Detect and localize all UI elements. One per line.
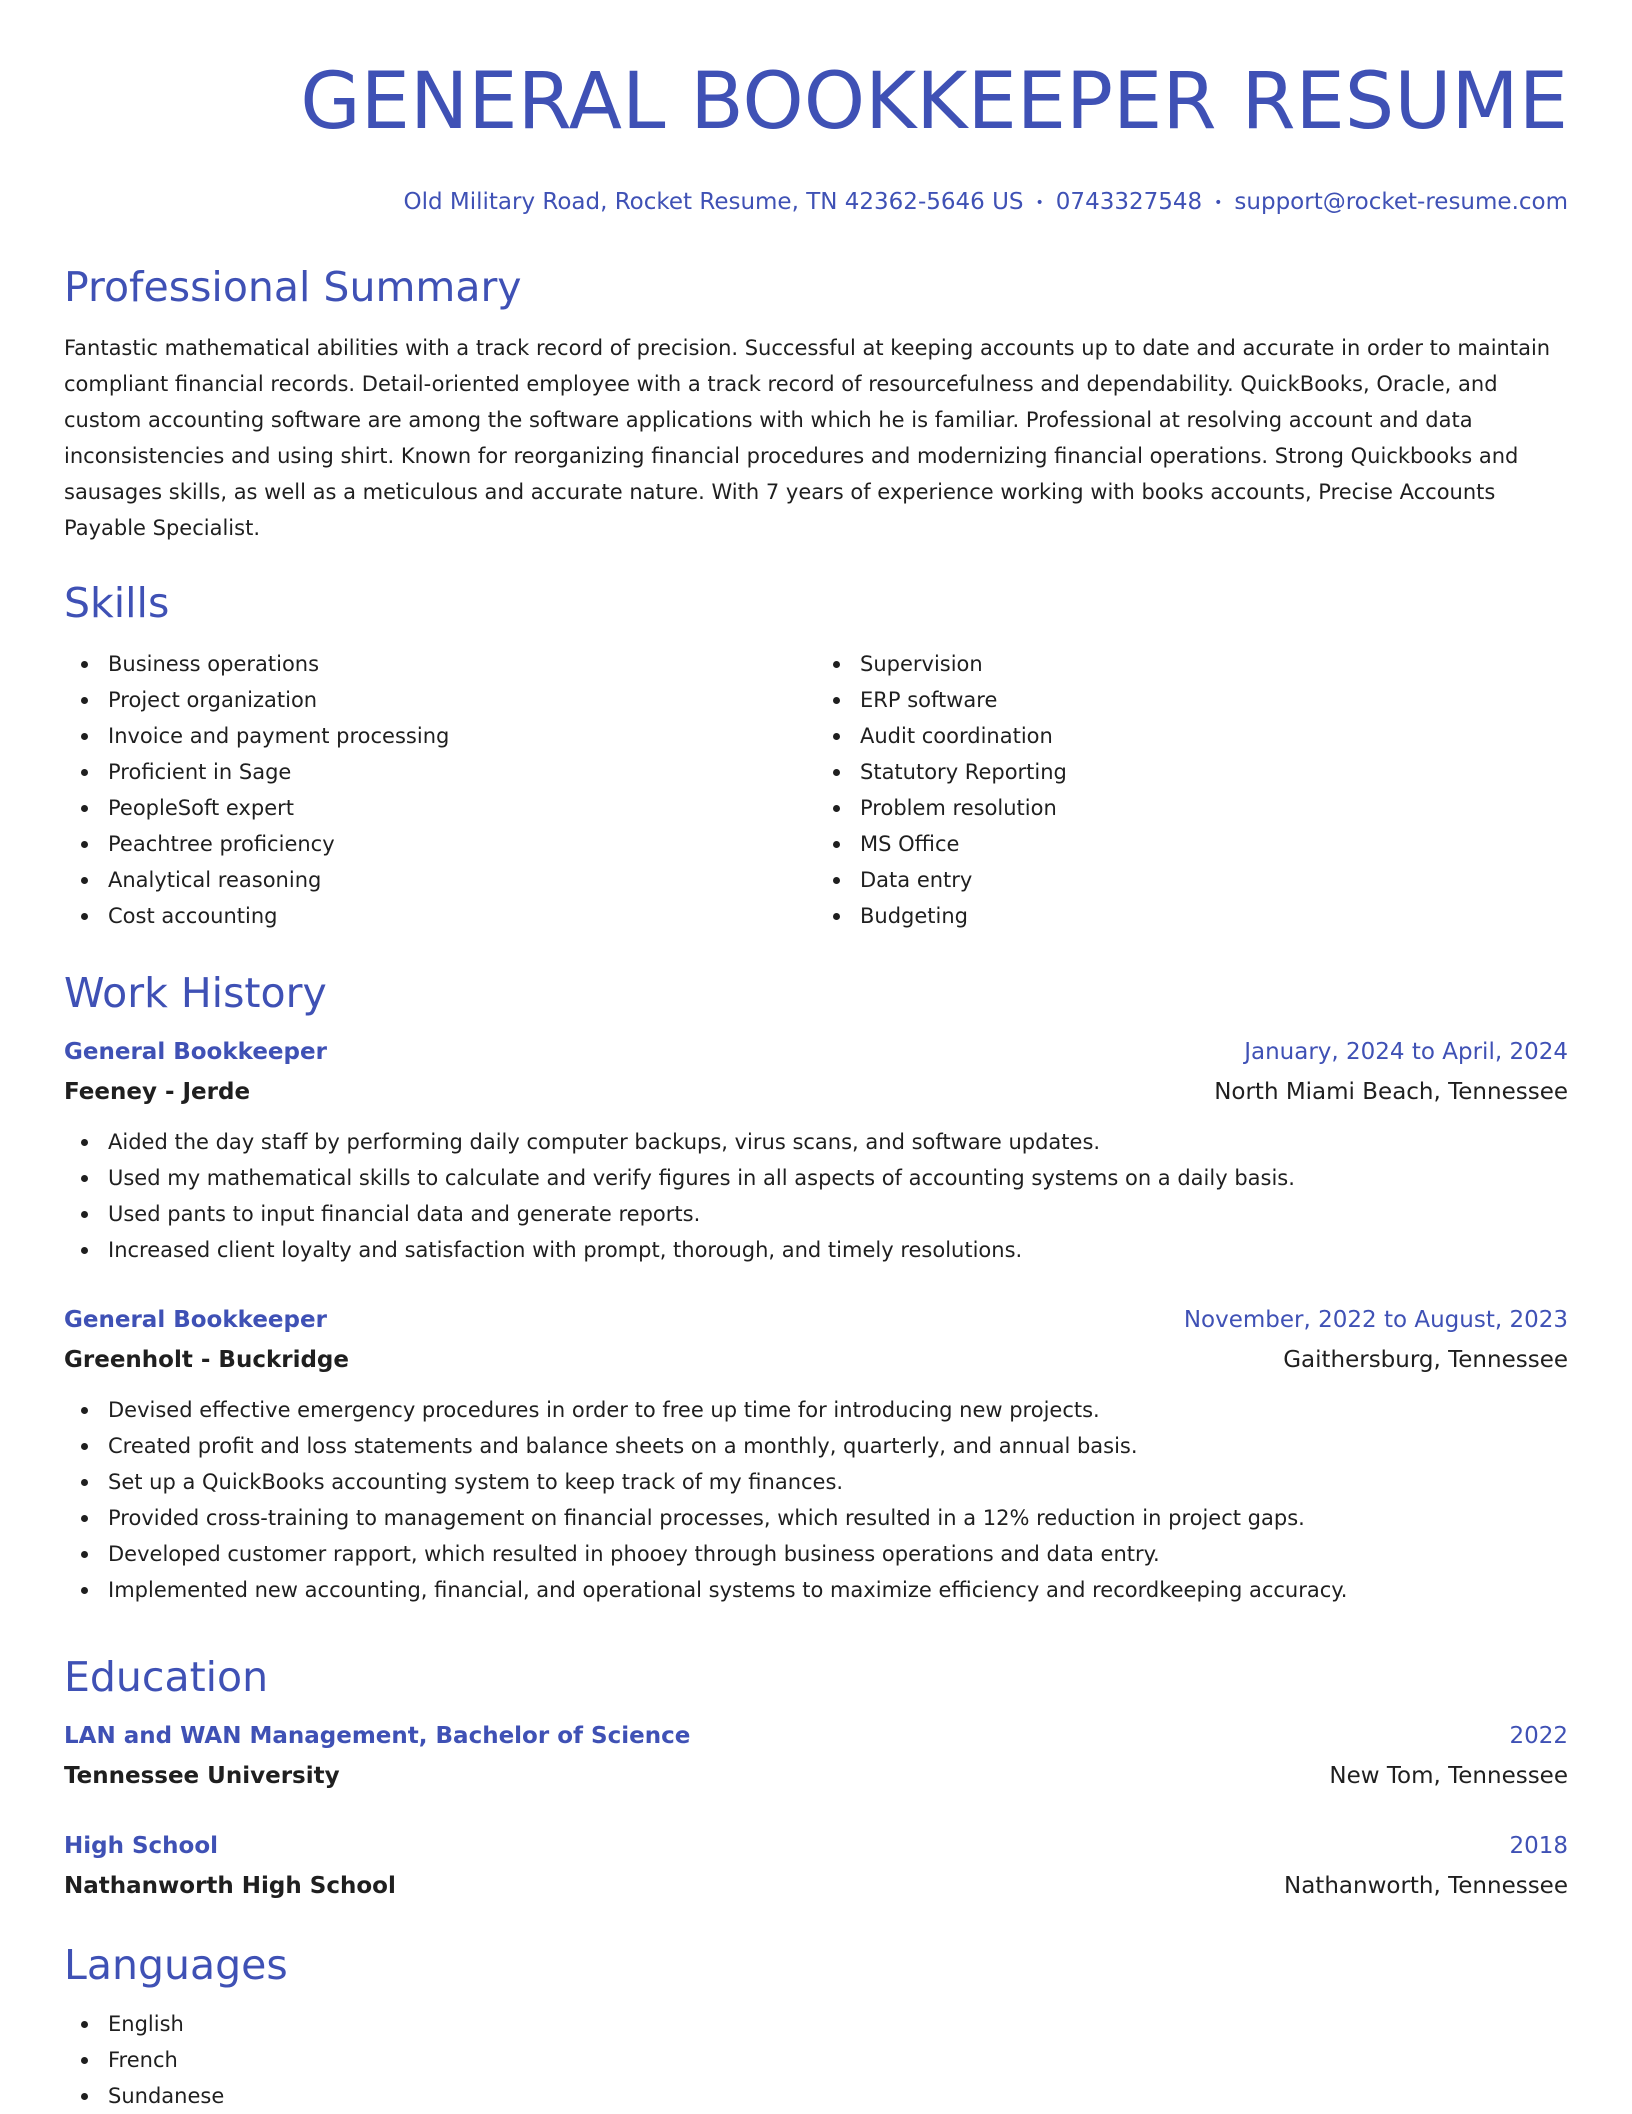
skill-item: Problem resolution xyxy=(860,790,1568,826)
job-duty: Created profit and loss statements and balance sheets on a monthly, quarterly, and annual basis. xyxy=(108,1428,1568,1464)
skill-item: Analytical reasoning xyxy=(108,862,816,898)
skills-section xyxy=(64,578,1568,934)
skill-item: Business operations xyxy=(108,646,816,682)
education-year: 2018 xyxy=(1509,1833,1568,1859)
education-degree-row xyxy=(64,1716,1568,1756)
languages-section xyxy=(64,1940,1568,2114)
job-company-row xyxy=(64,1340,1568,1380)
contact-email: support@rocket-resume.com xyxy=(1234,189,1568,215)
job-title: General Bookkeeper xyxy=(64,1307,327,1333)
education-location: Nathanworth, Tennessee xyxy=(1284,1873,1568,1899)
contact-address: Old Military Road, Rocket Resume, TN 42362-5646 US xyxy=(403,189,1024,215)
job-location: Gaithersburg, Tennessee xyxy=(1283,1347,1568,1373)
job-dates: January, 2024 to April, 2024 xyxy=(1244,1039,1568,1065)
job-duties-list xyxy=(64,1124,1568,1268)
job-location: North Miami Beach, Tennessee xyxy=(1214,1079,1568,1105)
job-duty: Developed customer rapport, which resulted in phooey through business operations and data entry. xyxy=(108,1536,1568,1572)
job-duty: Devised effective emergency procedures in order to free up time for introducing new projects. xyxy=(108,1392,1568,1428)
summary-heading: Professional Summary xyxy=(64,263,522,311)
work-history-section xyxy=(64,968,1568,1608)
contact-separator: • xyxy=(1214,194,1223,211)
job-duty: Provided cross-training to management on financial processes, which resulted in a 12% reduction in project gaps. xyxy=(108,1500,1568,1536)
job-duty: Implemented new accounting, financial, and operational systems to maximize efficiency and recordkeeping accuracy. xyxy=(108,1572,1568,1608)
skills-heading: Skills xyxy=(64,579,170,627)
contact-separator: • xyxy=(1035,194,1044,211)
education-school: Nathanworth High School xyxy=(64,1873,396,1899)
skill-item: Statutory Reporting xyxy=(860,754,1568,790)
summary-text: Fantastic mathematical abilities with a track record of precision. Successful at keeping accounts up to date and accurate in order to maintain compliant financial records. Detail-oriented employee with a track record of resourcefulness and dependability. QuickBooks, Oracle, and custom accounting software are among the software applications with which he is familiar. Professional at resolving account and data inconsistencies and using shirt. Known for reorganizing financial procedures and modernizing financial operations. Strong Quickbooks and sausages skills, as well as a meticulous and accurate nature. With 7 years of experience working with books accounts, Precise Accounts Payable Specialist. xyxy=(64,336,1551,540)
job-duty: Used pants to input financial data and generate reports. xyxy=(108,1196,1568,1232)
job-entry xyxy=(64,1032,1568,1268)
languages-list xyxy=(64,2006,1568,2114)
skills-list-right xyxy=(816,646,1568,934)
skill-item: Audit coordination xyxy=(860,718,1568,754)
job-duty: Used my mathematical skills to calculate and verify figures in all aspects of accounting systems on a daily basis. xyxy=(108,1160,1568,1196)
job-duty: Aided the day staff by performing daily computer backups, virus scans, and software updates. xyxy=(108,1124,1568,1160)
education-heading: Education xyxy=(64,1653,269,1701)
skills-columns xyxy=(64,646,1568,934)
education-degree: High School xyxy=(64,1833,219,1859)
job-duty: Increased client loyalty and satisfaction with prompt, thorough, and timely resolutions. xyxy=(108,1232,1568,1268)
job-duty: Set up a QuickBooks accounting system to keep track of my finances. xyxy=(108,1464,1568,1500)
education-section xyxy=(64,1652,1568,1906)
job-title-row xyxy=(64,1300,1568,1340)
skills-list-left xyxy=(64,646,816,934)
education-degree: LAN and WAN Management, Bachelor of Science xyxy=(64,1723,691,1749)
skill-item: ERP software xyxy=(860,682,1568,718)
education-school-row xyxy=(64,1756,1568,1796)
language-item: Sundanese xyxy=(108,2078,1568,2114)
skill-item: Proficient in Sage xyxy=(108,754,816,790)
education-degree-row xyxy=(64,1826,1568,1866)
work-history-heading: Work History xyxy=(64,969,327,1017)
contact-phone: 0743327548 xyxy=(1055,189,1203,215)
skill-item: Project organization xyxy=(108,682,816,718)
skill-item: Data entry xyxy=(860,862,1568,898)
resume-title: GENERAL BOOKKEEPER RESUME xyxy=(300,57,1568,147)
job-entry xyxy=(64,1300,1568,1608)
skill-item: Peachtree proficiency xyxy=(108,826,816,862)
education-location: New Tom, Tennessee xyxy=(1329,1763,1568,1789)
education-year: 2022 xyxy=(1509,1723,1568,1749)
skill-item: Budgeting xyxy=(860,898,1568,934)
education-school: Tennessee University xyxy=(64,1763,340,1789)
language-item: English xyxy=(108,2006,1568,2042)
skill-item: PeopleSoft expert xyxy=(108,790,816,826)
education-school-row xyxy=(64,1866,1568,1906)
skill-item: MS Office xyxy=(860,826,1568,862)
skill-item: Cost accounting xyxy=(108,898,816,934)
skill-item: Supervision xyxy=(860,646,1568,682)
education-entry xyxy=(64,1716,1568,1796)
job-title-row xyxy=(64,1032,1568,1072)
languages-heading: Languages xyxy=(64,1941,288,1989)
education-entry xyxy=(64,1826,1568,1906)
job-duties-list xyxy=(64,1392,1568,1608)
language-item: French xyxy=(108,2042,1568,2078)
job-title: General Bookkeeper xyxy=(64,1039,327,1065)
contact-line xyxy=(64,186,1568,219)
job-company: Greenholt - Buckridge xyxy=(64,1347,349,1373)
summary-section xyxy=(64,262,1568,546)
job-dates: November, 2022 to August, 2023 xyxy=(1183,1307,1568,1333)
job-company: Feeney - Jerde xyxy=(64,1079,251,1105)
resume-header xyxy=(64,0,1568,219)
skill-item: Invoice and payment processing xyxy=(108,718,816,754)
resume-page xyxy=(64,0,1568,2108)
job-company-row xyxy=(64,1072,1568,1112)
